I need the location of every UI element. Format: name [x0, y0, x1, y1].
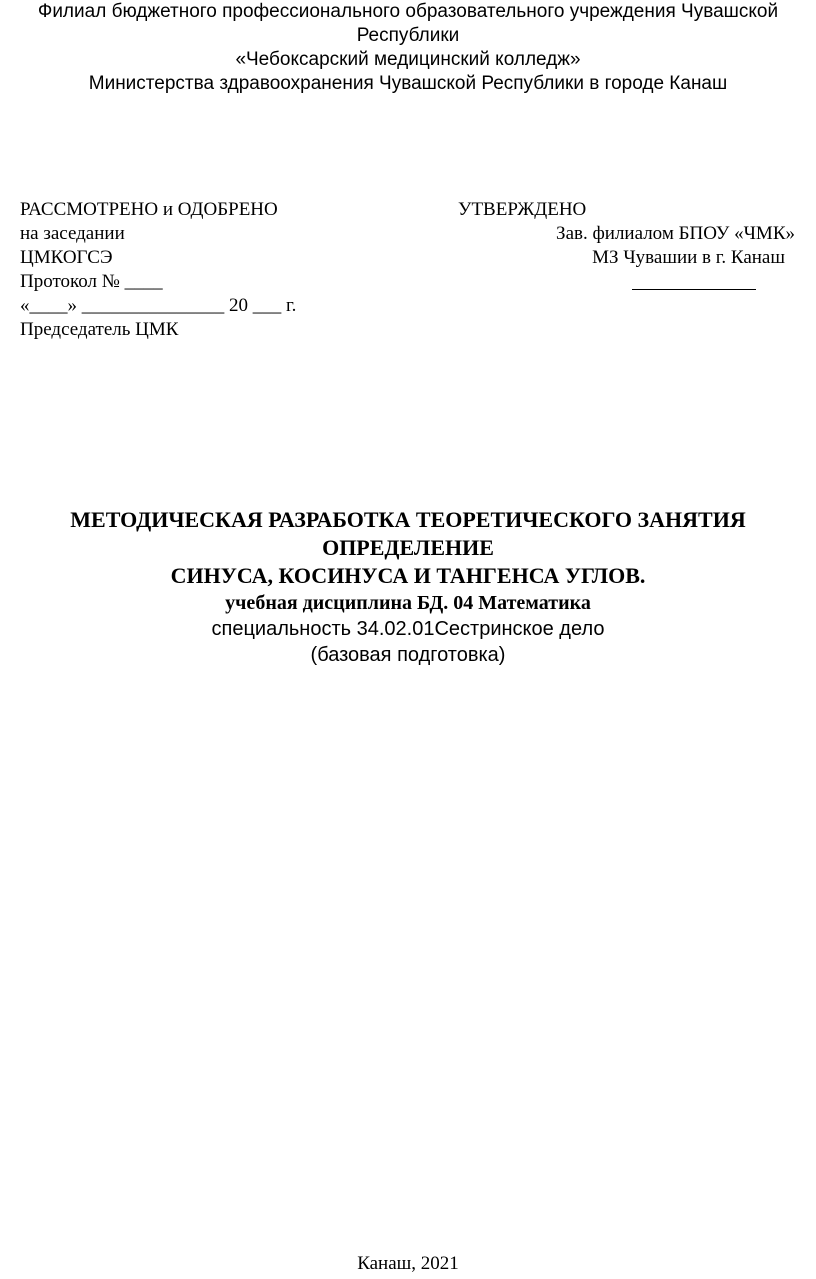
specialty-line: специальность 34.02.01Сестринское дело — [211, 618, 605, 640]
title-line-2: ОПРЕДЕЛЕНИЕ — [322, 535, 494, 560]
approval-section — [0, 198, 816, 358]
title-line-3: СИНУСА, КОСИНУСА И ТАНГЕНСА УГЛОВ. — [170, 563, 646, 588]
title-line-1: МЕТОДИЧЕСКАЯ РАЗРАБОТКА ТЕОРЕТИЧЕСКОГО ЗАНЯТИЯ — [70, 507, 746, 532]
signature-line — [632, 289, 756, 290]
place-year-footer: Канаш, 2021 — [357, 1253, 459, 1274]
level-line: (базовая подготовка) — [310, 644, 506, 666]
approval-left-line-2: ЦМКОГСЭ — [20, 247, 113, 268]
approval-right-line-2: МЗ Чувашии в г. Канаш — [592, 247, 785, 268]
approval-left-title: РАССМОТРЕНО и ОДОБРЕНО — [20, 199, 278, 220]
discipline-line: учебная дисциплина БД. 04 Математика — [225, 592, 591, 614]
header-line-2: Республики — [356, 25, 460, 46]
header-line-4: Министерства здравоохранения Чувашской Республики в городе Канаш — [88, 73, 728, 94]
approval-left-line-1: на заседании — [20, 223, 125, 244]
header-line-1: Филиал бюджетного профессионального образовательного учреждения Чувашской — [37, 1, 779, 22]
approval-left-line-4: «____» _______________ 20 ___ г. — [20, 295, 297, 316]
approval-left-line-5: Председатель ЦМК — [20, 319, 179, 340]
approval-left-line-3: Протокол № ____ — [20, 271, 163, 292]
institution-header — [10, 0, 806, 96]
approval-right-title: УТВЕРЖДЕНО — [458, 199, 587, 220]
approval-right-line-1: Зав. филиалом БПОУ «ЧМК» — [556, 223, 795, 244]
header-line-3: «Чебоксарский медицинский колледж» — [235, 49, 581, 70]
document-title-block — [0, 506, 816, 668]
approval-left-block — [20, 198, 400, 342]
